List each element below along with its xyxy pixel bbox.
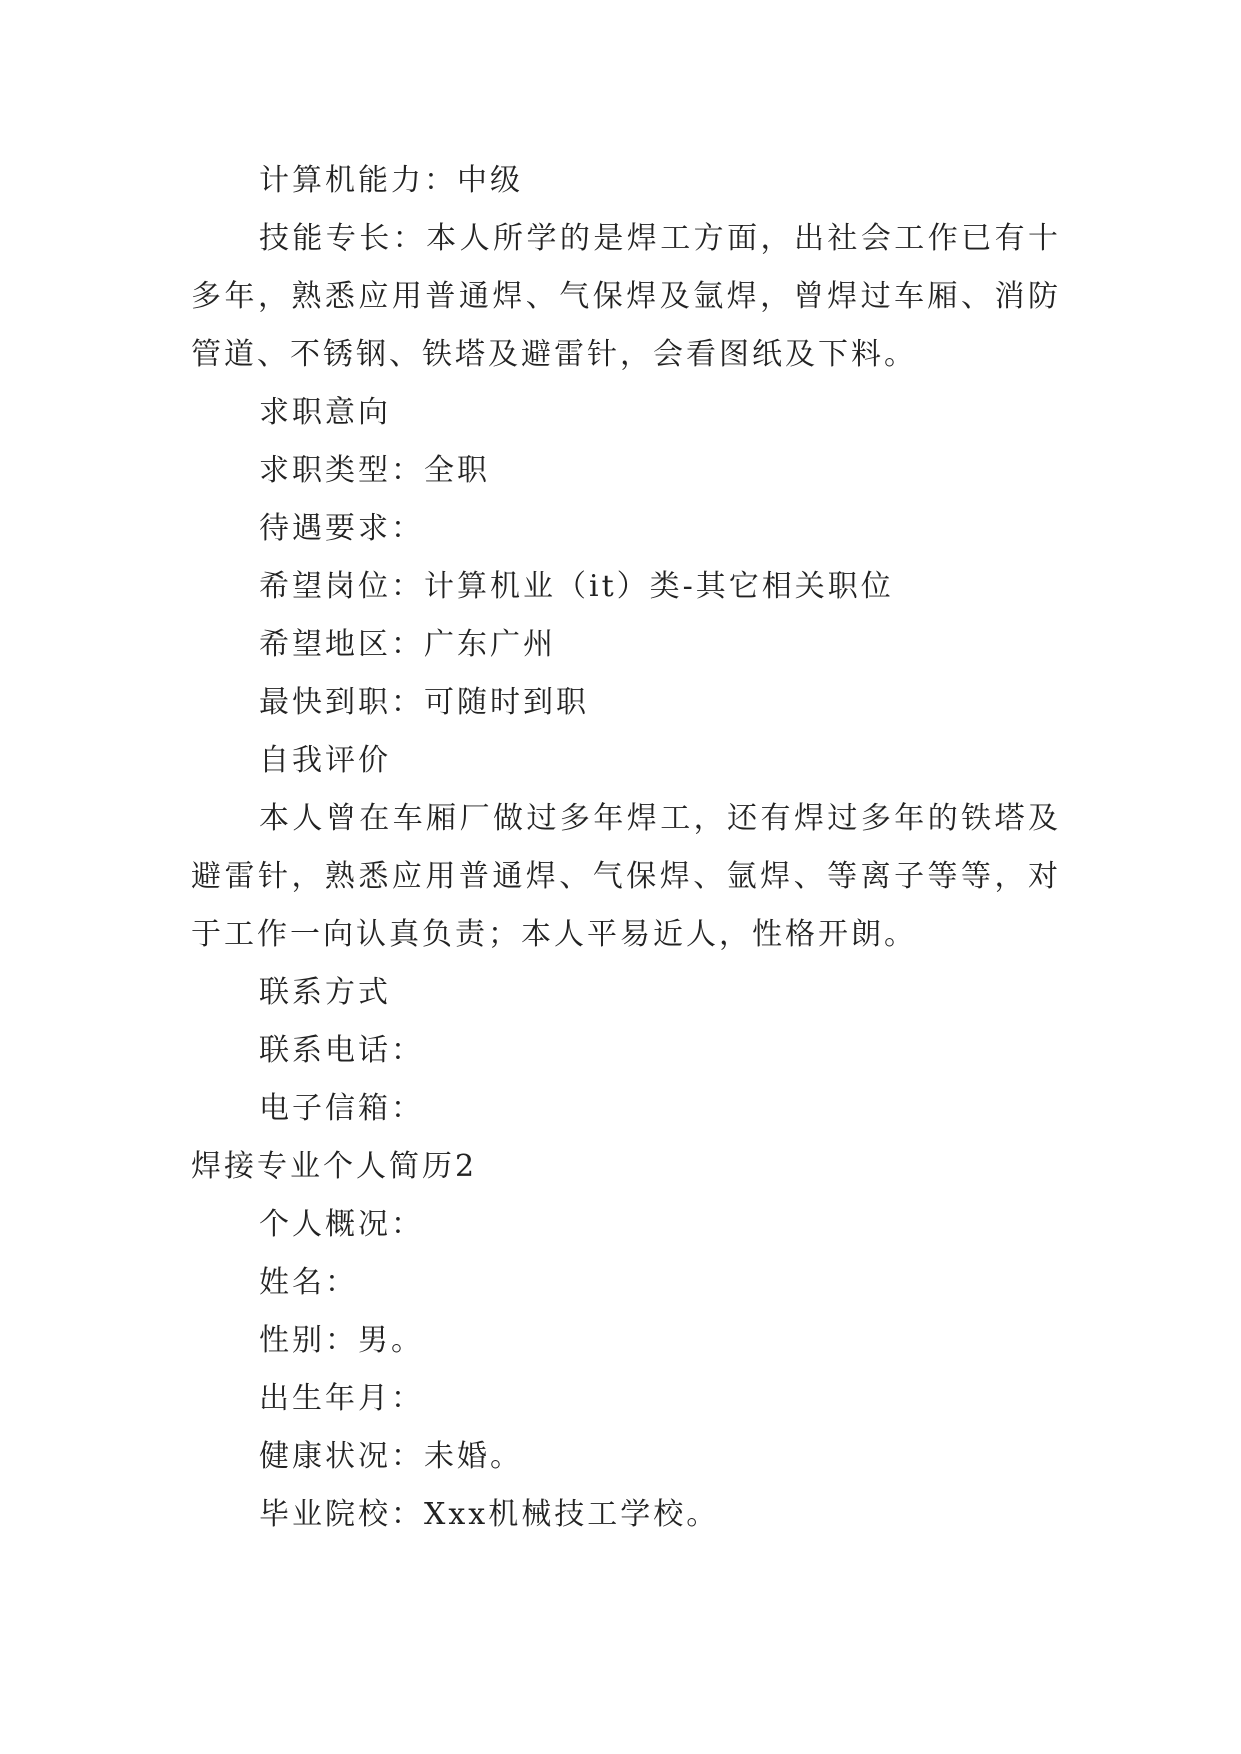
- name-line: 姓名：: [259, 1265, 358, 1300]
- self-evaluation-heading: 自我评价: [259, 743, 391, 778]
- skills-paragraph: 技能专长：本人所学的是焊工方面，出社会工作已有十多年，熟悉应用普通焊、气保焊及氩焊，曾焊过车厢、消防管道、不锈钢、铁塔及避雷针，会看图纸及下料。: [191, 221, 1061, 372]
- desired-position-line: 希望岗位：计算机业（it）类-其它相关职位: [259, 569, 894, 604]
- self-evaluation-paragraph: 本人曾在车厢厂做过多年焊工，还有焊过多年的铁塔及避雷针，熟悉应用普通焊、气保焊、氩焊、等离子等等，对于工作一向认真负责；本人平易近人，性格开朗。: [191, 801, 1061, 952]
- job-type-line: 求职类型：全职: [259, 453, 490, 488]
- phone-line: 联系电话：: [259, 1033, 424, 1068]
- start-date-line: 最快到职：可随时到职: [259, 685, 589, 720]
- desired-region-line: 希望地区：广东广州: [259, 627, 556, 662]
- document-page: [191, 152, 1061, 1544]
- gender-line: 性别：男。: [259, 1323, 424, 1358]
- salary-requirement-line: 待遇要求：: [259, 511, 424, 546]
- computer-skill-line: 计算机能力：中级: [259, 163, 523, 198]
- job-intention-heading: 求职意向: [259, 395, 391, 430]
- email-line: 电子信箱：: [259, 1091, 424, 1126]
- birth-date-line: 出生年月：: [259, 1381, 424, 1416]
- personal-overview-line: 个人概况：: [259, 1207, 424, 1242]
- second-resume-title: 焊接专业个人简历2: [191, 1149, 478, 1184]
- graduate-school-line: 毕业院校：Xxx机械技工学校。: [259, 1497, 720, 1532]
- health-status-line: 健康状况：未婚。: [259, 1439, 523, 1474]
- contact-heading: 联系方式: [259, 975, 391, 1010]
